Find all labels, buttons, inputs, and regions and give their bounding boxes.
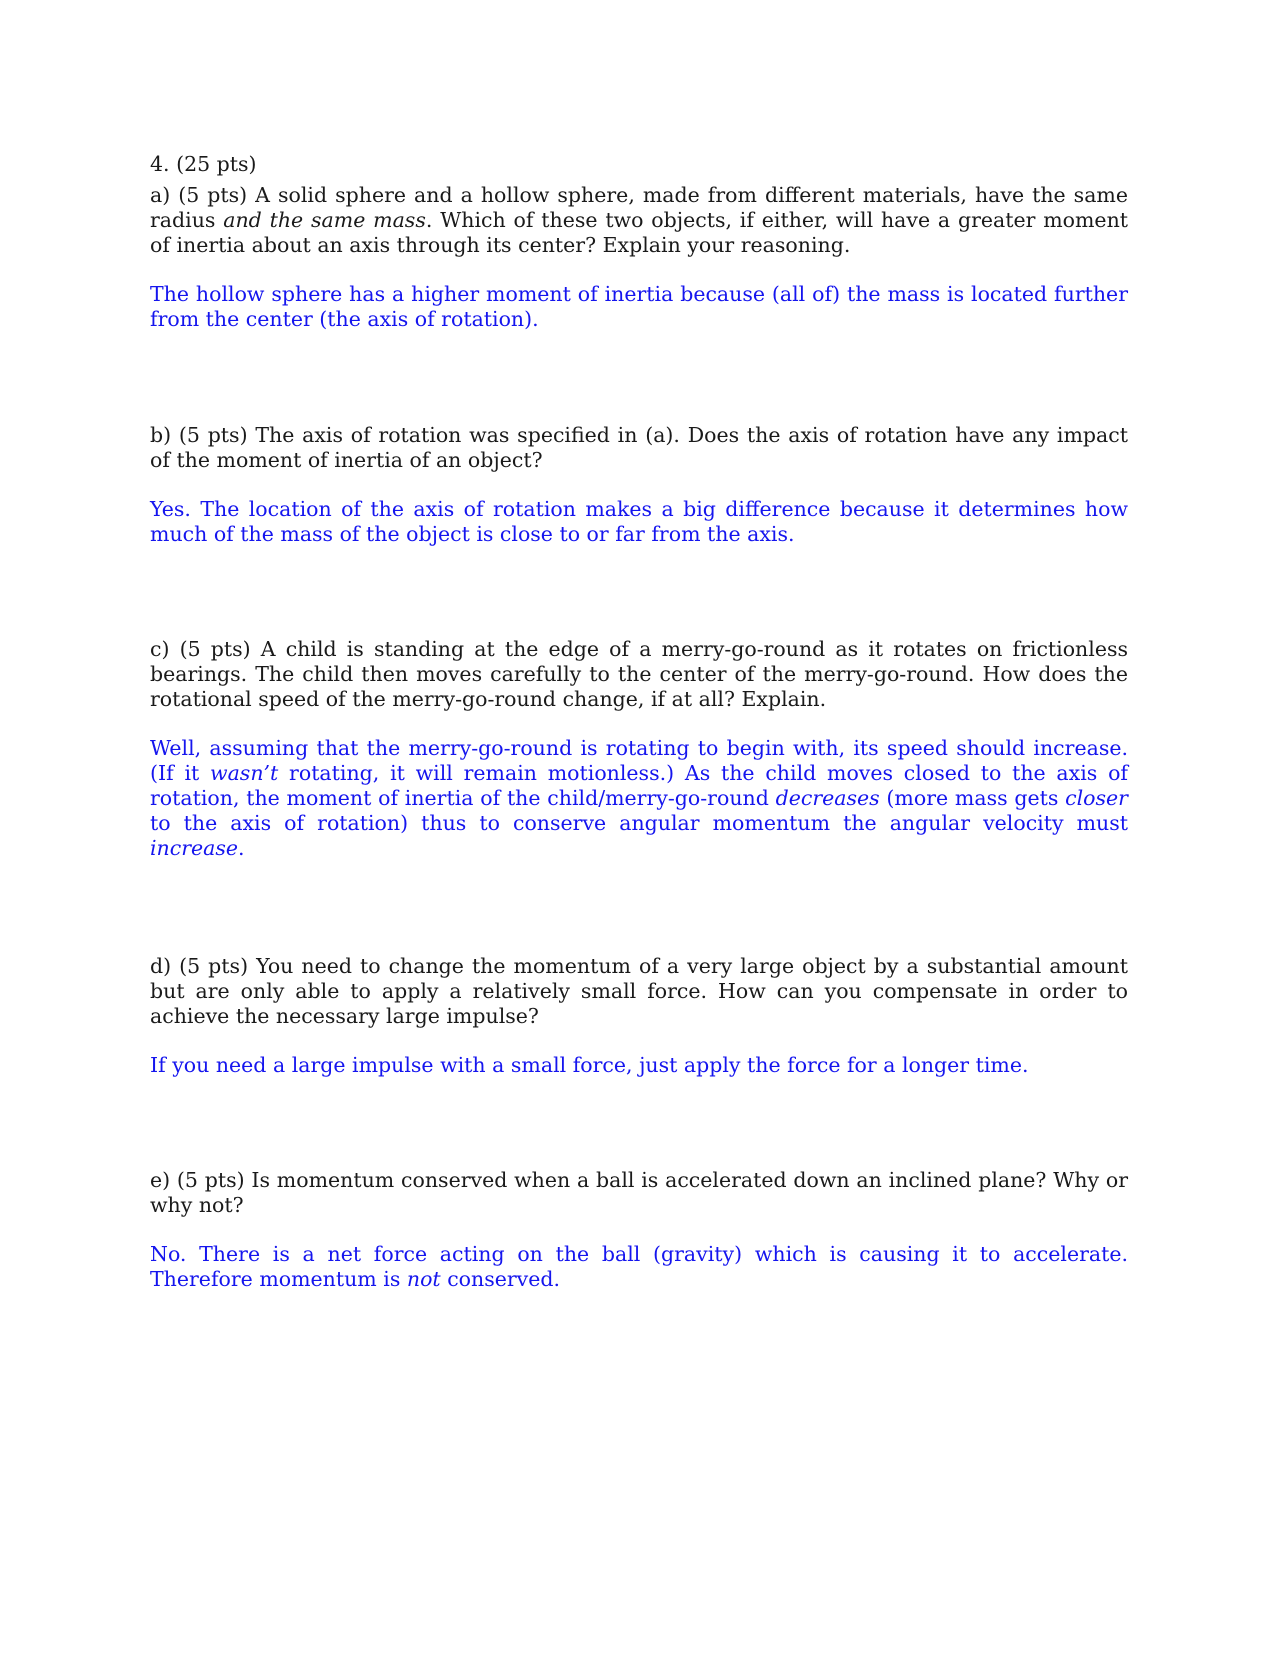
emphasis-text: closer (1065, 786, 1128, 810)
problem-heading: 4. (25 pts) (150, 152, 257, 176)
part-d-answer: If you need a large impulse with a small force, just apply the force for a longer time. (150, 1053, 1029, 1077)
part-e-question: e) (5 pts) Is momentum conserved when a ball is accelerated down an inclined plane? Why or why not? (150, 1168, 1128, 1217)
part-a-question: a) (5 pts) A solid sphere and a hollow sphere, made from different materials, have the same radius and the same mass. Which of these two objects, if either, will have a greater moment of inertia about an axis through its center? Explain your reasoning. (150, 183, 1129, 257)
part-a-answer: The hollow sphere has a higher moment of inertia because (all of) the mass is located further from the center (the axis of rotation). (150, 282, 1128, 331)
part-e-answer: No. There is a net force acting on the ball (gravity) which is causing it to accelerate. Therefore momentum is not conserved. (150, 1242, 1128, 1291)
emphasis-text: wasn’t (210, 761, 279, 785)
part-d-question: d) (5 pts) You need to change the momentum of a very large object by a substantial amount but are only able to apply a relatively small force. How can you compensate in order to achieve the necessary large impulse? (150, 954, 1128, 1028)
part-a (150, 183, 1128, 332)
emphasis-text: decreases (775, 786, 880, 810)
emphasis-text: increase (150, 836, 239, 860)
part-b-question: b) (5 pts) The axis of rotation was specified in (a). Does the axis of rotation have any impact of the moment of inertia of an object? (150, 423, 1128, 472)
part-d (150, 954, 1128, 1078)
problem-page (150, 152, 1128, 1292)
part-c (150, 637, 1128, 861)
emphasis-text: and the same mass (223, 208, 426, 232)
part-b (150, 423, 1128, 547)
part-e (150, 1168, 1128, 1292)
part-c-answer: Well, assuming that the merry-go-round is rotating to begin with, its speed should increase. (If it wasn’t rotating, it will remain motionless.) As the child moves closed to the axis of rotation, the moment of inertia of the child/merry-go-round decreases (more mass gets closer to the axis of rotation) thus to conserve angular momentum the angular velocity must increase. (150, 736, 1128, 860)
part-c-question: c) (5 pts) A child is standing at the edge of a merry-go-round as it rotates on frictionless bearings. The child then moves carefully to the center of the merry-go-round. How does the rotational speed of the merry-go-round change, if at all? Explain. (150, 637, 1128, 711)
emphasis-text: not (406, 1267, 441, 1291)
part-b-answer: Yes. The location of the axis of rotation makes a big difference because it determines how much of the mass of the object is close to or far from the axis. (150, 497, 1128, 546)
